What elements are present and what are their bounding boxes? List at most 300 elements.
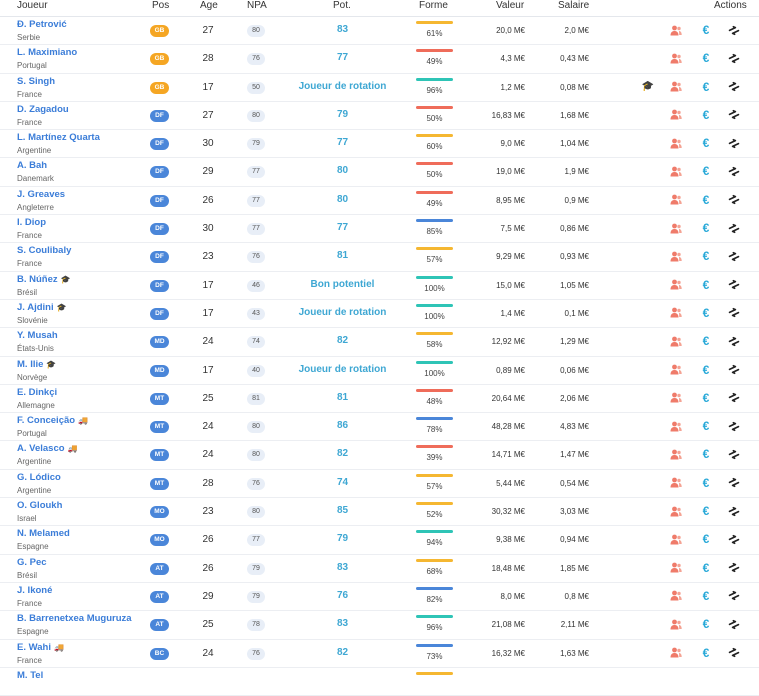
user-icon[interactable] <box>669 532 683 546</box>
player-age: 28 <box>202 477 214 489</box>
form-value: 85% <box>426 227 443 237</box>
form-value: 60% <box>426 142 443 152</box>
potential-value: 85 <box>336 505 349 517</box>
player-name[interactable]: L. Martínez Quarta <box>17 132 100 144</box>
player-age: 26 <box>202 194 214 206</box>
form-bar <box>416 332 453 335</box>
transfer-icon[interactable] <box>727 646 741 660</box>
form-value: 39% <box>426 453 443 463</box>
form-bar <box>416 49 453 52</box>
npa-badge: 80 <box>247 506 265 518</box>
column-header-age[interactable]: Age <box>200 0 218 11</box>
transfer-icon[interactable] <box>727 249 741 263</box>
player-table-body <box>0 17 759 696</box>
euro-icon[interactable]: € <box>702 560 710 575</box>
user-icon[interactable] <box>669 306 683 320</box>
form-bar <box>416 191 453 194</box>
form-bar <box>416 672 453 675</box>
transfer-icon[interactable] <box>727 108 741 122</box>
transfer-icon[interactable] <box>727 278 741 292</box>
player-value: 18,48 M€ <box>491 563 525 573</box>
euro-icon[interactable]: € <box>702 447 710 462</box>
player-age: 27 <box>202 109 214 121</box>
euro-icon[interactable]: € <box>702 51 710 66</box>
table-row[interactable] <box>0 158 759 186</box>
position-badge: MT <box>150 449 169 461</box>
player-age: 17 <box>202 307 214 319</box>
user-icon[interactable] <box>669 23 683 37</box>
player-salary: 1,29 M€ <box>560 337 589 347</box>
npa-badge: 77 <box>247 223 265 235</box>
player-salary: 0,86 M€ <box>560 224 589 234</box>
potential-value: 77 <box>336 52 349 64</box>
player-salary: 2,06 M€ <box>560 393 589 403</box>
column-header-form[interactable]: Forme <box>419 0 448 11</box>
user-icon[interactable] <box>669 80 683 94</box>
table-row[interactable] <box>0 555 759 583</box>
column-header-value[interactable]: Valeur <box>496 0 525 11</box>
form-bar <box>416 502 453 505</box>
form-value: 57% <box>426 255 443 265</box>
user-icon[interactable] <box>669 419 683 433</box>
column-header-pot[interactable]: Pot. <box>333 0 351 11</box>
euro-icon[interactable]: € <box>702 617 710 632</box>
table-row[interactable] <box>0 300 759 328</box>
player-value: 9,0 M€ <box>500 139 525 149</box>
table-row[interactable] <box>0 130 759 158</box>
player-name[interactable]: N. Melamed <box>17 528 70 540</box>
form-value: 68% <box>426 566 443 576</box>
player-name[interactable]: J. Ikoné <box>17 584 53 596</box>
player-salary: 0,9 M€ <box>564 195 589 205</box>
form-value: 50% <box>426 170 443 180</box>
user-icon[interactable] <box>669 447 683 461</box>
euro-icon[interactable]: € <box>702 532 710 547</box>
position-badge: GB <box>150 25 169 37</box>
table-row[interactable] <box>0 215 759 243</box>
column-header-npa[interactable]: NPA <box>247 0 267 11</box>
player-salary: 0,1 M€ <box>564 308 589 318</box>
table-row[interactable] <box>0 526 759 554</box>
player-name[interactable]: E. Wahi 🚚 <box>17 641 64 653</box>
player-name[interactable]: M. Ilie 🎓 <box>17 358 57 370</box>
player-salary: 4,83 M€ <box>560 422 589 432</box>
euro-icon[interactable]: € <box>702 475 710 490</box>
transfer-icon[interactable] <box>727 193 741 207</box>
player-name[interactable]: L. Maximiano <box>17 47 78 59</box>
player-value: 7,5 M€ <box>500 224 525 234</box>
form-bar <box>416 78 453 81</box>
potential-value: 80 <box>336 193 349 205</box>
player-salary: 0,43 M€ <box>560 54 589 64</box>
player-age: 29 <box>202 590 214 602</box>
player-country: Angleterre <box>17 202 54 212</box>
player-salary: 1,47 M€ <box>560 450 589 460</box>
player-name[interactable]: A. Velasco 🚚 <box>17 443 78 455</box>
euro-icon[interactable]: € <box>702 107 710 122</box>
form-value: 100% <box>424 368 445 378</box>
table-row[interactable] <box>0 272 759 300</box>
player-value: 21,08 M€ <box>491 620 525 630</box>
player-salary: 0,94 M€ <box>560 535 589 545</box>
table-row[interactable] <box>0 328 759 356</box>
column-header-player[interactable]: Joueur <box>17 0 48 11</box>
npa-badge: 76 <box>247 478 265 490</box>
form-value: 49% <box>426 57 443 67</box>
table-row[interactable] <box>0 640 759 668</box>
form-bar <box>416 615 453 618</box>
transfer-icon[interactable] <box>727 391 741 405</box>
form-bar <box>416 219 453 222</box>
potential-value: 79 <box>336 533 349 545</box>
form-bar <box>416 247 453 250</box>
euro-icon[interactable]: € <box>702 221 710 236</box>
npa-badge: 74 <box>247 336 265 348</box>
player-name[interactable]: S. Singh <box>17 75 55 87</box>
player-age: 23 <box>202 506 214 518</box>
form-bar <box>416 559 453 562</box>
player-value: 12,92 M€ <box>491 337 525 347</box>
user-icon[interactable] <box>669 646 683 660</box>
form-value: 94% <box>426 538 443 548</box>
npa-badge: 80 <box>247 449 265 461</box>
user-icon[interactable] <box>669 249 683 263</box>
form-value: 100% <box>424 311 445 321</box>
npa-badge: 77 <box>247 166 265 178</box>
player-age: 26 <box>202 534 214 546</box>
form-bar <box>416 644 453 647</box>
player-value: 5,44 M€ <box>496 478 525 488</box>
potential-value: 82 <box>336 335 349 347</box>
position-badge: MO <box>150 506 169 518</box>
player-salary: 2,0 M€ <box>564 26 589 35</box>
player-country: Allemagne <box>17 400 55 410</box>
transfer-icon[interactable] <box>727 23 741 37</box>
transfer-icon[interactable] <box>727 419 741 433</box>
transfer-truck-icon: 🚚 <box>78 416 89 426</box>
euro-icon[interactable]: € <box>702 504 710 519</box>
player-country: Espagne <box>17 627 49 637</box>
form-bar <box>416 276 453 279</box>
player-name[interactable]: G. Lódico <box>17 471 61 483</box>
transfer-icon[interactable] <box>727 447 741 461</box>
player-value: 48,28 M€ <box>491 422 525 432</box>
table-row[interactable] <box>0 413 759 441</box>
player-name[interactable]: E. Dinkçi <box>17 386 58 398</box>
player-country: Serbie <box>17 33 41 42</box>
user-icon[interactable] <box>669 164 683 178</box>
euro-icon[interactable]: € <box>702 23 710 37</box>
user-icon[interactable] <box>669 334 683 348</box>
potential-value: 79 <box>336 108 349 120</box>
player-name[interactable]: S. Coulibaly <box>17 245 72 257</box>
potential-value: Joueur de rotation <box>298 80 387 92</box>
npa-badge: 76 <box>247 648 265 660</box>
player-name[interactable]: A. Bah <box>17 160 48 172</box>
player-value: 16,83 M€ <box>491 110 525 120</box>
player-value: 15,0 M€ <box>496 280 525 290</box>
table-row[interactable] <box>0 74 759 102</box>
npa-badge: 81 <box>247 393 265 405</box>
form-bar <box>416 21 453 24</box>
player-age: 17 <box>202 81 214 93</box>
table-row[interactable] <box>0 668 759 696</box>
player-value: 14,71 M€ <box>491 450 525 460</box>
player-country: France <box>17 655 42 665</box>
player-country: Slovénie <box>17 315 48 325</box>
position-badge: DF <box>150 308 169 320</box>
transfer-icon[interactable] <box>727 136 741 150</box>
potential-value: 81 <box>336 250 349 262</box>
player-country: Argentine <box>17 457 52 467</box>
player-country: Espagne <box>17 542 49 552</box>
position-badge: AT <box>150 591 169 603</box>
euro-icon[interactable]: € <box>702 164 710 179</box>
euro-icon[interactable]: € <box>702 192 710 207</box>
npa-badge: 77 <box>247 195 265 207</box>
transfer-icon[interactable] <box>727 306 741 320</box>
table-row[interactable] <box>0 243 759 271</box>
euro-icon[interactable]: € <box>702 390 710 405</box>
euro-icon[interactable]: € <box>702 305 710 320</box>
player-age: 17 <box>202 279 214 291</box>
form-bar <box>416 389 453 392</box>
position-badge: MT <box>150 478 169 490</box>
euro-icon[interactable]: € <box>702 79 710 94</box>
player-country: Norvège <box>17 372 48 382</box>
transfer-icon[interactable] <box>727 334 741 348</box>
position-badge: MO <box>150 534 169 546</box>
player-age: 30 <box>202 138 214 150</box>
table-row[interactable] <box>0 583 759 611</box>
player-country: Israel <box>17 514 37 524</box>
position-badge: AT <box>150 563 169 575</box>
player-country: Portugal <box>17 429 47 439</box>
table-row[interactable] <box>0 470 759 498</box>
form-bar <box>416 417 453 420</box>
euro-icon[interactable]: € <box>702 136 710 151</box>
player-country: Danemark <box>17 174 54 184</box>
user-icon[interactable] <box>669 51 683 65</box>
player-value: 9,38 M€ <box>496 535 525 545</box>
transfer-icon[interactable] <box>727 51 741 65</box>
potential-value: 80 <box>336 165 349 177</box>
player-value: 1,4 M€ <box>500 308 525 318</box>
transfer-icon[interactable] <box>727 589 741 603</box>
player-salary: 0,06 M€ <box>560 365 589 375</box>
user-icon[interactable] <box>669 504 683 518</box>
user-icon[interactable] <box>669 589 683 603</box>
potential-value: 83 <box>336 561 349 573</box>
form-value: 61% <box>426 29 443 38</box>
graduation-cap-icon: 🎓 <box>56 302 67 312</box>
player-age: 24 <box>202 449 214 461</box>
position-badge: AT <box>150 619 169 631</box>
transfer-icon[interactable] <box>727 561 741 575</box>
npa-badge: 79 <box>247 563 265 575</box>
npa-badge: 80 <box>247 110 265 122</box>
player-salary: 3,03 M€ <box>560 507 589 517</box>
euro-icon[interactable]: € <box>702 249 710 264</box>
player-value: 8,0 M€ <box>500 591 525 601</box>
euro-icon[interactable]: € <box>702 419 710 434</box>
npa-badge: 76 <box>247 251 265 263</box>
player-name[interactable]: F. Conceição 🚚 <box>17 415 89 427</box>
form-value: 73% <box>426 651 443 661</box>
npa-badge: 50 <box>247 82 265 94</box>
player-name[interactable]: G. Pec <box>17 556 47 568</box>
table-row[interactable] <box>0 498 759 526</box>
player-country: États-Unis <box>17 344 54 354</box>
position-badge: DF <box>150 110 169 122</box>
column-header-pos[interactable]: Pos <box>152 0 170 11</box>
potential-value: 76 <box>336 589 349 601</box>
academy-graduation-icon[interactable]: 🎓 <box>641 81 655 93</box>
potential-value: 77 <box>336 222 349 234</box>
player-country: Brésil <box>17 570 38 580</box>
player-country: France <box>17 231 42 241</box>
user-icon[interactable] <box>669 391 683 405</box>
table-row[interactable] <box>0 45 759 73</box>
player-salary: 1,05 M€ <box>560 280 589 290</box>
player-value: 8,95 M€ <box>496 195 525 205</box>
form-bar <box>416 474 453 477</box>
euro-icon[interactable]: € <box>702 645 710 660</box>
potential-value: 81 <box>336 391 349 403</box>
user-icon[interactable] <box>669 617 683 631</box>
graduation-cap-icon: 🎓 <box>60 274 71 284</box>
euro-icon[interactable]: € <box>702 277 710 292</box>
user-icon[interactable] <box>669 476 683 490</box>
form-value: 57% <box>426 481 443 491</box>
player-age: 28 <box>202 53 214 65</box>
table-header <box>0 0 759 17</box>
form-bar <box>416 162 453 165</box>
npa-badge: 79 <box>247 591 265 603</box>
euro-icon[interactable]: € <box>702 362 710 377</box>
transfer-icon[interactable] <box>727 164 741 178</box>
potential-value: 74 <box>336 476 349 488</box>
transfer-icon[interactable] <box>727 532 741 546</box>
euro-icon[interactable]: € <box>702 334 710 349</box>
player-country: France <box>17 259 42 269</box>
column-header-salary[interactable]: Salaire <box>558 0 590 11</box>
player-country: Argentine <box>17 146 52 156</box>
position-badge: DF <box>150 223 169 235</box>
potential-value: 83 <box>336 618 349 630</box>
player-value: 20,64 M€ <box>491 393 525 403</box>
position-badge: MD <box>150 365 169 377</box>
form-value: 48% <box>426 396 443 406</box>
player-name[interactable]: M. Tel <box>17 669 44 681</box>
euro-icon[interactable]: € <box>702 588 710 603</box>
player-salary: 0,54 M€ <box>560 478 589 488</box>
form-bar <box>416 361 453 364</box>
user-icon[interactable] <box>669 108 683 122</box>
player-name[interactable]: D. Zagadou <box>17 103 69 115</box>
player-country: France <box>17 89 42 99</box>
transfer-truck-icon: 🚚 <box>53 642 64 652</box>
form-bar <box>416 134 453 137</box>
player-name[interactable]: O. Gloukh <box>17 500 63 512</box>
table-row[interactable] <box>0 441 759 469</box>
player-value: 30,32 M€ <box>491 507 525 517</box>
transfer-icon[interactable] <box>727 617 741 631</box>
user-icon[interactable] <box>669 136 683 150</box>
transfer-icon[interactable] <box>727 80 741 94</box>
table-row[interactable] <box>0 357 759 385</box>
player-name[interactable]: I. Diop <box>17 217 47 229</box>
player-age: 25 <box>202 392 214 404</box>
form-bar <box>416 587 453 590</box>
npa-badge: 40 <box>247 365 265 377</box>
player-age: 26 <box>202 562 214 574</box>
position-badge: DF <box>150 166 169 178</box>
table-row[interactable] <box>0 385 759 413</box>
player-salary: 0,93 M€ <box>560 252 589 262</box>
position-badge: GB <box>150 53 169 65</box>
player-country: Portugal <box>17 61 47 71</box>
user-icon[interactable] <box>669 561 683 575</box>
player-value: 19,0 M€ <box>496 167 525 177</box>
player-name[interactable]: Đ. Petrović <box>17 19 67 30</box>
form-value: 50% <box>426 113 443 123</box>
user-icon[interactable] <box>669 278 683 292</box>
potential-value: Joueur de rotation <box>298 306 387 318</box>
table-row[interactable] <box>0 187 759 215</box>
column-header-actions: Actions <box>714 0 747 11</box>
table-row[interactable] <box>0 102 759 130</box>
potential-value: 77 <box>336 137 349 149</box>
player-name[interactable]: Y. Musah <box>17 330 58 342</box>
player-name[interactable]: B. Núñez 🎓 <box>17 273 71 285</box>
player-country: France <box>17 117 42 127</box>
form-value: 52% <box>426 510 443 520</box>
form-bar <box>416 106 453 109</box>
potential-value: Joueur de rotation <box>298 363 387 375</box>
player-value: 1,2 M€ <box>500 82 525 92</box>
player-name[interactable]: J. Ajdini 🎓 <box>17 301 67 313</box>
player-value: 0,89 M€ <box>496 365 525 375</box>
user-icon[interactable] <box>669 221 683 235</box>
position-badge: MT <box>150 393 169 405</box>
transfer-icon[interactable] <box>727 363 741 377</box>
player-name[interactable]: J. Greaves <box>17 188 66 200</box>
transfer-icon[interactable] <box>727 221 741 235</box>
npa-badge: 80 <box>247 421 265 433</box>
player-age: 30 <box>202 223 214 235</box>
player-country: Brésil <box>17 287 38 297</box>
user-icon[interactable] <box>669 363 683 377</box>
user-icon[interactable] <box>669 193 683 207</box>
potential-value: 82 <box>336 646 349 658</box>
transfer-icon[interactable] <box>727 476 741 490</box>
player-name[interactable]: B. Barrenetxea Muguruza <box>17 613 132 625</box>
player-salary: 1,85 M€ <box>560 563 589 573</box>
transfer-truck-icon: 🚚 <box>67 444 78 454</box>
form-bar <box>416 304 453 307</box>
player-salary: 2,11 M€ <box>560 620 589 630</box>
position-badge: BC <box>150 648 169 660</box>
transfer-icon[interactable] <box>727 504 741 518</box>
player-salary: 1,04 M€ <box>560 139 589 149</box>
player-value: 4,3 M€ <box>500 54 525 64</box>
position-badge: GB <box>150 82 169 94</box>
player-value: 20,0 M€ <box>496 26 525 35</box>
table-row[interactable] <box>0 17 759 45</box>
player-salary: 1,9 M€ <box>564 167 589 177</box>
table-row[interactable] <box>0 611 759 639</box>
